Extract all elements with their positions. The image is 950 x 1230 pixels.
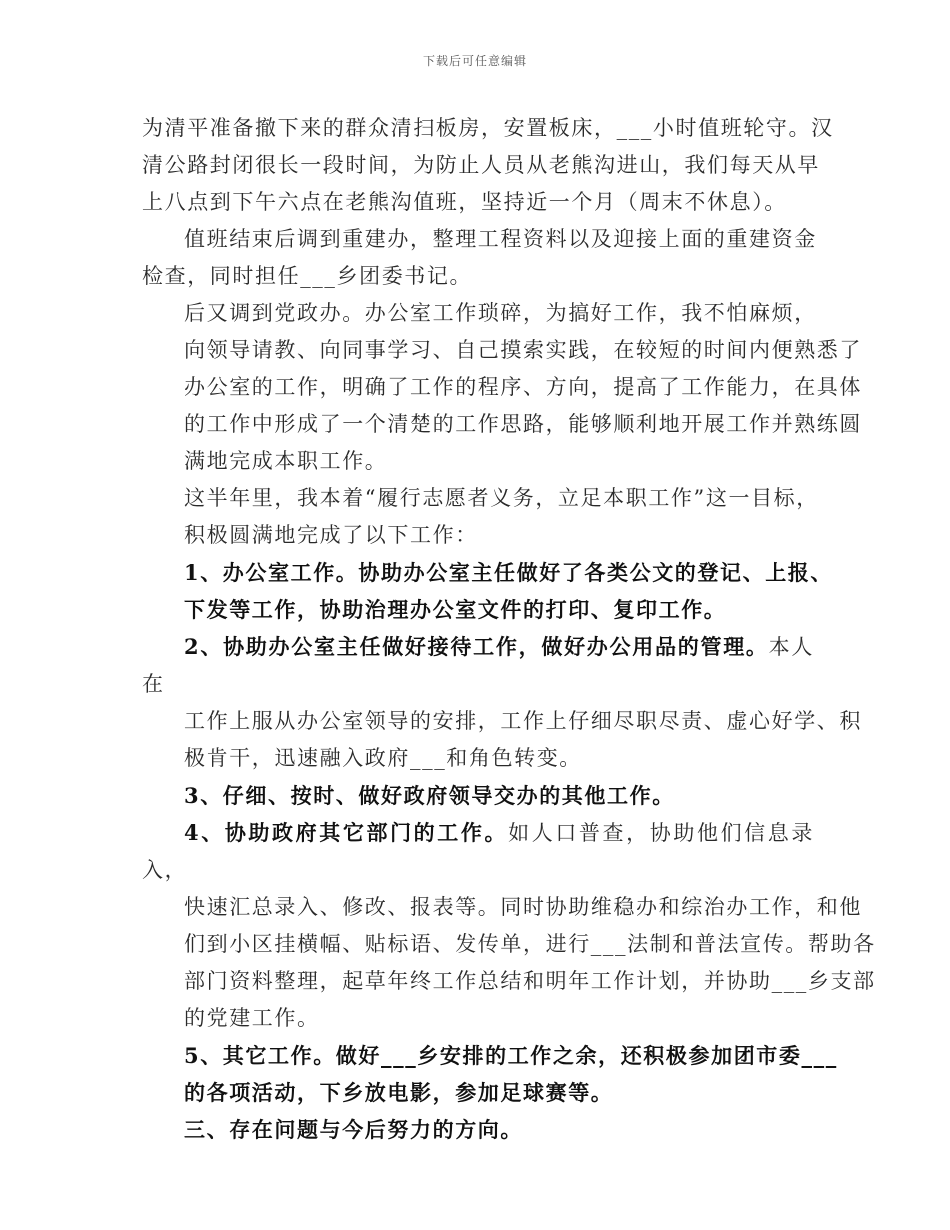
paragraph <box>142 221 817 295</box>
text-line: 后又调到党政办。办公室工作琐碎，为搞好工作，我不怕麻烦， <box>184 301 817 325</box>
section-heading <box>142 1111 814 1148</box>
text-line: 工作上服从办公室领导的安排，工作上仔细尽职尽责、虚心好学、积 <box>184 709 862 733</box>
text-line: 如人口普查，协助他们信息录入， <box>142 821 814 882</box>
text-line: 极肯干，迅速融入政府___和角色转变。 <box>184 746 582 770</box>
text-line: 清公路封闭很长一段时间，为防止人员从老熊沟进山，我们每天从早 <box>142 153 820 177</box>
text-line: 5、其它工作。做好___乡安排的工作之余，还积极参加团市委___ <box>184 1043 838 1068</box>
paragraph <box>142 110 834 221</box>
document-body <box>142 110 876 1148</box>
text-line: 们到小区挂横幅、贴标语、发传单，进行___法制和普法宣传。帮助各 <box>184 932 876 956</box>
text-line: 三、存在问题与今后努力的方向。 <box>184 1117 523 1142</box>
page-header: 下载后可任意编辑 <box>422 54 527 68</box>
text-line: 积极圆满地完成了以下工作： <box>184 523 478 547</box>
paragraph-item-3 <box>142 777 814 814</box>
text-line: 办公室的工作，明确了工作的程序、方向，提高了工作能力，在具体 <box>184 375 862 399</box>
paragraph <box>142 295 862 480</box>
text-line: 为清平准备撤下来的群众清扫板房，安置板床，___小时值班轮守。汉 <box>142 116 834 140</box>
text-line: 的党建工作。 <box>184 1006 320 1030</box>
text-line: 这半年里，我本着“履行志愿者义务，立足本职工作”这一目标， <box>184 486 819 510</box>
text-line: 值班结束后调到重建办，整理工程资料以及迎接上面的重建资金 <box>184 227 817 251</box>
text-line: 的各项活动，下乡放电影，参加足球赛等。 <box>184 1080 614 1105</box>
item-heading: 4、协助政府其它部门的工作。 <box>184 820 509 845</box>
paragraph-item-1 <box>142 554 834 628</box>
text-line: 检查，同时担任___乡团委书记。 <box>142 264 473 288</box>
text-line: 3、仔细、按时、做好政府领导交办的其他工作。 <box>184 783 675 808</box>
text-line: 下发等工作，协助治理办公室文件的打印、复印工作。 <box>184 597 727 622</box>
paragraph <box>142 480 819 554</box>
text-line: 本人在 <box>142 635 814 696</box>
text-line: 部门资料整理，起草年终工作总结和明年工作计划，并协助___乡支部 <box>184 969 876 993</box>
item-heading: 2、协助办公室主任做好接待工作，做好办公用品的管理。 <box>184 634 769 659</box>
text-line: 快速汇总录入、修改、报表等。同时协助维稳办和综治办工作，和他 <box>184 895 862 919</box>
text-line: 的工作中形成了一个清楚的工作思路，能够顺利地开展工作并熟练圆 <box>184 412 862 436</box>
text-line: 1、办公室工作。协助办公室主任做好了各类公文的登记、上报、 <box>184 560 834 585</box>
text-line: 向领导请教、向同事学习、自己摸索实践，在较短的时间内便熟悉了 <box>184 338 862 362</box>
paragraph-item-5 <box>142 1037 838 1111</box>
text-line: 满地完成本职工作。 <box>184 449 388 473</box>
text-line: 上八点到下午六点在老熊沟值班，坚持近一个月（周末不休息）。 <box>142 190 787 214</box>
paragraph-item-4 <box>142 814 876 1037</box>
paragraph-item-2 <box>142 628 862 777</box>
